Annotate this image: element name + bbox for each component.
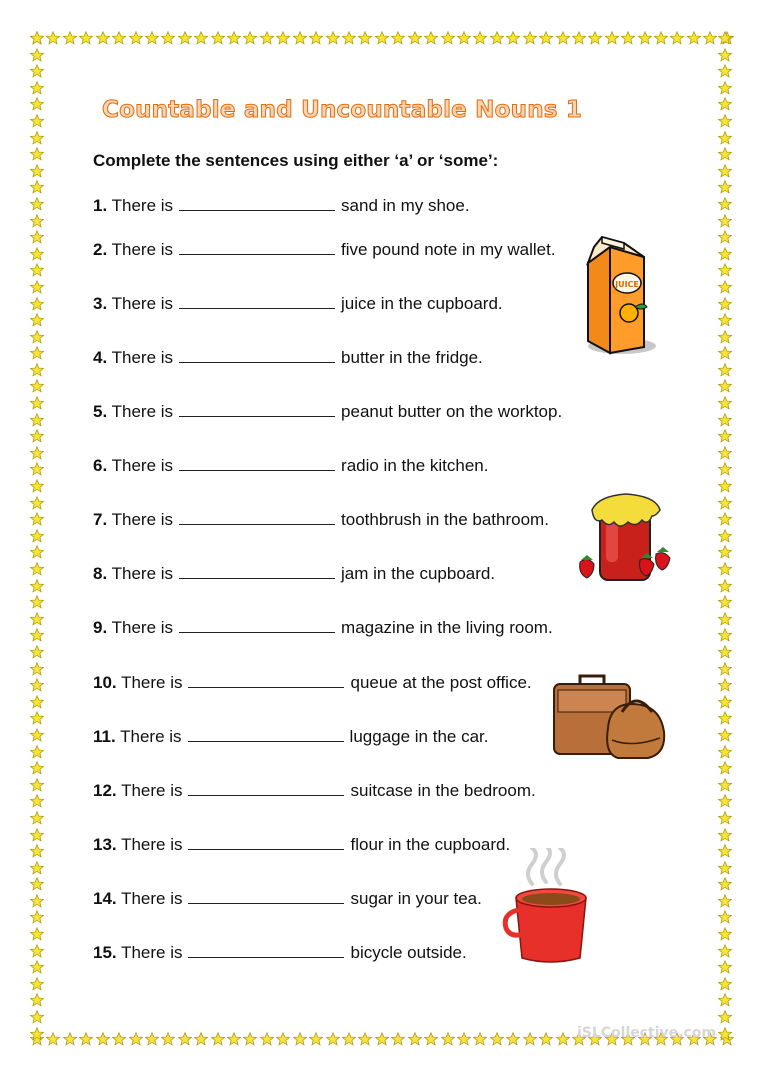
star-icon xyxy=(718,346,732,360)
star-icon xyxy=(718,31,732,45)
star-icon xyxy=(276,31,290,45)
star-icon xyxy=(718,164,732,178)
star-icon xyxy=(326,31,340,45)
star-icon xyxy=(30,1027,44,1041)
star-icon xyxy=(30,728,44,742)
star-icon xyxy=(490,1032,504,1046)
star-icon xyxy=(718,280,732,294)
star-icon xyxy=(30,794,44,808)
star-icon xyxy=(718,828,732,842)
sentence-start: There is xyxy=(121,889,183,908)
star-icon xyxy=(718,64,732,78)
star-icon xyxy=(243,31,257,45)
sentence-end: flour in the cupboard. xyxy=(350,835,511,854)
star-icon xyxy=(718,612,732,626)
star-icon xyxy=(718,363,732,377)
answer-blank[interactable] xyxy=(188,941,344,958)
star-icon xyxy=(30,1010,44,1024)
sentence-3 xyxy=(93,292,503,314)
star-icon xyxy=(424,1032,438,1046)
star-icon xyxy=(96,31,110,45)
sentence-end: five pound note in my wallet. xyxy=(341,240,556,259)
star-icon xyxy=(718,147,732,161)
star-icon xyxy=(621,31,635,45)
star-icon xyxy=(30,114,44,128)
star-icon xyxy=(129,1032,143,1046)
juice-label: JUICE xyxy=(615,280,639,289)
star-icon xyxy=(718,81,732,95)
star-icon xyxy=(718,131,732,145)
sentence-start: There is xyxy=(111,456,174,475)
star-icon xyxy=(30,263,44,277)
star-icon xyxy=(718,944,732,958)
star-icon xyxy=(79,1032,93,1046)
luggage-image xyxy=(552,672,672,764)
answer-blank[interactable] xyxy=(179,194,335,211)
sentence-number: 15. xyxy=(93,943,117,962)
sentence-start: There is xyxy=(111,564,174,583)
star-icon xyxy=(718,993,732,1007)
star-icon xyxy=(211,1032,225,1046)
star-icon xyxy=(718,230,732,244)
star-icon xyxy=(30,429,44,443)
star-icon xyxy=(718,297,732,311)
star-icon xyxy=(556,1032,570,1046)
answer-blank[interactable] xyxy=(179,346,335,363)
answer-blank[interactable] xyxy=(179,454,335,471)
star-icon xyxy=(326,1032,340,1046)
jam-jar-image xyxy=(576,488,676,588)
star-icon xyxy=(293,31,307,45)
star-icon xyxy=(309,1032,323,1046)
star-icon xyxy=(260,1032,274,1046)
answer-blank[interactable] xyxy=(179,616,335,633)
star-icon xyxy=(30,379,44,393)
star-icon xyxy=(30,761,44,775)
sentence-start: There is xyxy=(111,196,174,215)
star-icon xyxy=(30,894,44,908)
star-icon xyxy=(30,993,44,1007)
star-icon xyxy=(129,31,143,45)
star-icon xyxy=(718,844,732,858)
star-icon xyxy=(30,562,44,576)
sentence-number: 10. xyxy=(93,673,117,692)
star-icon xyxy=(30,662,44,676)
sentence-start: There is xyxy=(111,402,174,421)
sentence-number: 4. xyxy=(93,348,108,367)
star-border-top xyxy=(30,31,734,47)
star-icon xyxy=(30,413,44,427)
star-icon xyxy=(178,1032,192,1046)
star-icon xyxy=(457,1032,471,1046)
sentence-5 xyxy=(93,400,562,422)
star-icon xyxy=(375,31,389,45)
star-icon xyxy=(506,1032,520,1046)
star-icon xyxy=(112,31,126,45)
star-icon xyxy=(30,778,44,792)
star-icon xyxy=(46,31,60,45)
star-icon xyxy=(654,31,668,45)
star-icon xyxy=(30,645,44,659)
sentence-9 xyxy=(93,616,553,638)
sentence-end: jam in the cupboard. xyxy=(341,564,496,583)
sentence-11 xyxy=(93,725,489,747)
sentence-6 xyxy=(93,454,488,476)
star-icon xyxy=(46,1032,60,1046)
sentence-end: juice in the cupboard. xyxy=(341,294,503,313)
star-icon xyxy=(30,861,44,875)
sentence-end: magazine in the living room. xyxy=(341,618,553,637)
sentence-number: 11. xyxy=(93,727,116,746)
star-icon xyxy=(161,1032,175,1046)
star-icon xyxy=(342,31,356,45)
star-icon xyxy=(342,1032,356,1046)
star-icon xyxy=(227,1032,241,1046)
star-icon xyxy=(30,678,44,692)
star-icon xyxy=(718,794,732,808)
tea-cup-image xyxy=(502,848,594,966)
star-icon xyxy=(718,562,732,576)
star-icon xyxy=(30,64,44,78)
star-icon xyxy=(30,313,44,327)
star-icon xyxy=(718,479,732,493)
star-icon xyxy=(30,496,44,510)
sentence-4 xyxy=(93,346,483,368)
sentence-number: 5. xyxy=(93,402,108,421)
star-icon xyxy=(457,31,471,45)
star-icon xyxy=(473,31,487,45)
star-icon xyxy=(30,927,44,941)
watermark: iSLCollective.com xyxy=(576,1025,716,1041)
sentence-number: 2. xyxy=(93,240,108,259)
worksheet-title: Countable and Uncountable Nouns 1 xyxy=(102,97,583,123)
sentence-start: There is xyxy=(121,835,183,854)
sentence-number: 8. xyxy=(93,564,108,583)
star-icon xyxy=(30,230,44,244)
star-icon xyxy=(718,529,732,543)
star-icon xyxy=(30,944,44,958)
star-icon xyxy=(718,678,732,692)
star-icon xyxy=(588,31,602,45)
star-icon xyxy=(30,695,44,709)
star-icon xyxy=(30,197,44,211)
sentence-end: radio in the kitchen. xyxy=(341,456,489,475)
star-icon xyxy=(30,579,44,593)
star-icon xyxy=(63,31,77,45)
star-icon xyxy=(30,396,44,410)
star-icon xyxy=(30,164,44,178)
star-icon xyxy=(30,330,44,344)
star-icon xyxy=(227,31,241,45)
sentence-start: There is xyxy=(120,727,182,746)
star-icon xyxy=(260,31,274,45)
star-icon xyxy=(30,446,44,460)
answer-blank[interactable] xyxy=(179,562,335,579)
star-icon xyxy=(161,31,175,45)
star-icon xyxy=(30,628,44,642)
star-icon xyxy=(30,31,44,45)
star-icon xyxy=(293,1032,307,1046)
star-icon xyxy=(30,214,44,228)
sentence-number: 7. xyxy=(93,510,108,529)
star-icon xyxy=(424,31,438,45)
sentence-start: There is xyxy=(111,618,174,637)
star-icon xyxy=(30,280,44,294)
star-icon xyxy=(63,1032,77,1046)
star-icon xyxy=(605,31,619,45)
sentence-end: queue at the post office. xyxy=(350,673,532,692)
star-icon xyxy=(375,1032,389,1046)
star-icon xyxy=(30,363,44,377)
star-icon xyxy=(718,313,732,327)
star-icon xyxy=(718,745,732,759)
sentence-number: 9. xyxy=(93,618,108,637)
star-icon xyxy=(408,31,422,45)
star-icon xyxy=(718,579,732,593)
sentence-number: 12. xyxy=(93,781,117,800)
star-icon xyxy=(718,811,732,825)
star-icon xyxy=(718,778,732,792)
star-icon xyxy=(490,31,504,45)
star-icon xyxy=(718,413,732,427)
sentence-start: There is xyxy=(111,510,174,529)
star-icon xyxy=(718,396,732,410)
sentence-14 xyxy=(93,887,482,909)
star-icon xyxy=(718,545,732,559)
star-icon xyxy=(30,745,44,759)
star-icon xyxy=(30,545,44,559)
star-icon xyxy=(30,512,44,526)
star-icon xyxy=(30,612,44,626)
star-icon xyxy=(718,48,732,62)
star-icon xyxy=(718,1010,732,1024)
star-icon xyxy=(79,31,93,45)
star-icon xyxy=(718,960,732,974)
sentence-number: 14. xyxy=(93,889,117,908)
sentence-1 xyxy=(93,194,470,216)
sentence-number: 1. xyxy=(93,196,108,215)
sentence-7 xyxy=(93,508,549,530)
star-icon xyxy=(718,711,732,725)
sentence-start: There is xyxy=(111,348,174,367)
star-icon xyxy=(30,529,44,543)
star-icon xyxy=(718,628,732,642)
star-icon xyxy=(243,1032,257,1046)
star-icon xyxy=(358,1032,372,1046)
star-icon xyxy=(718,761,732,775)
star-icon xyxy=(703,31,717,45)
star-icon xyxy=(96,1032,110,1046)
star-icon xyxy=(718,247,732,261)
sentence-start: There is xyxy=(121,673,183,692)
star-icon xyxy=(718,1027,732,1041)
star-icon xyxy=(30,131,44,145)
sentence-end: sand in my shoe. xyxy=(341,196,470,215)
star-icon xyxy=(718,977,732,991)
star-icon xyxy=(718,446,732,460)
answer-blank[interactable] xyxy=(188,833,344,850)
star-icon xyxy=(718,180,732,194)
sentence-end: suitcase in the bedroom. xyxy=(350,781,536,800)
star-icon xyxy=(30,711,44,725)
star-icon xyxy=(30,346,44,360)
star-icon xyxy=(718,496,732,510)
answer-blank[interactable] xyxy=(179,292,335,309)
sentence-8 xyxy=(93,562,495,584)
sentence-end: toothbrush in the bathroom. xyxy=(341,510,549,529)
answer-blank[interactable] xyxy=(188,671,344,688)
star-icon xyxy=(718,379,732,393)
answer-blank[interactable] xyxy=(179,508,335,525)
star-icon xyxy=(572,31,586,45)
star-icon xyxy=(211,31,225,45)
answer-blank[interactable] xyxy=(188,887,344,904)
sentence-10 xyxy=(93,671,532,693)
star-icon xyxy=(718,214,732,228)
star-icon xyxy=(30,844,44,858)
star-icon xyxy=(30,48,44,62)
star-icon xyxy=(145,1032,159,1046)
star-icon xyxy=(523,31,537,45)
star-icon xyxy=(556,31,570,45)
sentence-end: butter in the fridge. xyxy=(341,348,483,367)
star-icon xyxy=(718,927,732,941)
star-icon xyxy=(30,479,44,493)
star-icon xyxy=(30,247,44,261)
star-icon xyxy=(718,894,732,908)
juice-carton-image xyxy=(580,235,658,360)
sentence-end: luggage in the car. xyxy=(349,727,489,746)
star-icon xyxy=(718,197,732,211)
sentence-start: There is xyxy=(121,781,183,800)
sentence-end: bicycle outside. xyxy=(350,943,467,962)
star-border-right xyxy=(718,31,734,1041)
answer-blank[interactable] xyxy=(188,779,344,796)
star-icon xyxy=(112,1032,126,1046)
sentence-end: sugar in your tea. xyxy=(350,889,482,908)
star-icon xyxy=(30,828,44,842)
star-icon xyxy=(718,512,732,526)
star-icon xyxy=(670,31,684,45)
star-icon xyxy=(718,330,732,344)
answer-blank[interactable] xyxy=(188,725,344,742)
star-icon xyxy=(539,1032,553,1046)
star-icon xyxy=(718,662,732,676)
sentence-number: 13. xyxy=(93,835,117,854)
sentence-number: 3. xyxy=(93,294,108,313)
star-icon xyxy=(718,462,732,476)
star-icon xyxy=(30,811,44,825)
star-icon xyxy=(687,31,701,45)
star-icon xyxy=(718,910,732,924)
sentence-number: 6. xyxy=(93,456,108,475)
star-icon xyxy=(194,1032,208,1046)
sentence-12 xyxy=(93,779,536,801)
sentence-13 xyxy=(93,833,510,855)
star-icon xyxy=(523,1032,537,1046)
sentence-start: There is xyxy=(121,943,183,962)
star-icon xyxy=(30,97,44,111)
star-icon xyxy=(391,31,405,45)
star-icon xyxy=(408,1032,422,1046)
star-icon xyxy=(194,31,208,45)
star-icon xyxy=(638,31,652,45)
star-icon xyxy=(539,31,553,45)
star-icon xyxy=(309,31,323,45)
star-icon xyxy=(441,1032,455,1046)
star-icon xyxy=(718,695,732,709)
sentence-2 xyxy=(93,238,556,260)
star-icon xyxy=(506,31,520,45)
star-icon xyxy=(30,595,44,609)
star-icon xyxy=(718,97,732,111)
star-icon xyxy=(718,429,732,443)
star-icon xyxy=(30,977,44,991)
star-icon xyxy=(178,31,192,45)
star-icon xyxy=(30,147,44,161)
sentence-start: There is xyxy=(111,294,174,313)
sentence-start: There is xyxy=(111,240,174,259)
star-icon xyxy=(718,645,732,659)
star-border-left xyxy=(30,31,46,1041)
star-icon xyxy=(718,877,732,891)
star-icon xyxy=(718,595,732,609)
star-icon xyxy=(30,81,44,95)
star-icon xyxy=(718,263,732,277)
star-icon xyxy=(30,960,44,974)
star-icon xyxy=(30,462,44,476)
sentence-15 xyxy=(93,941,467,963)
star-icon xyxy=(30,297,44,311)
star-icon xyxy=(718,114,732,128)
star-icon xyxy=(718,728,732,742)
instructions: Complete the sentences using either ‘a’ or ‘some’: xyxy=(93,151,499,170)
star-icon xyxy=(441,31,455,45)
star-icon xyxy=(30,910,44,924)
answer-blank[interactable] xyxy=(179,400,335,417)
star-icon xyxy=(473,1032,487,1046)
sentence-end: peanut butter on the worktop. xyxy=(341,402,563,421)
star-icon xyxy=(391,1032,405,1046)
star-icon xyxy=(358,31,372,45)
star-icon xyxy=(145,31,159,45)
answer-blank[interactable] xyxy=(179,238,335,255)
star-icon xyxy=(276,1032,290,1046)
star-icon xyxy=(718,861,732,875)
star-icon xyxy=(30,180,44,194)
star-icon xyxy=(30,877,44,891)
